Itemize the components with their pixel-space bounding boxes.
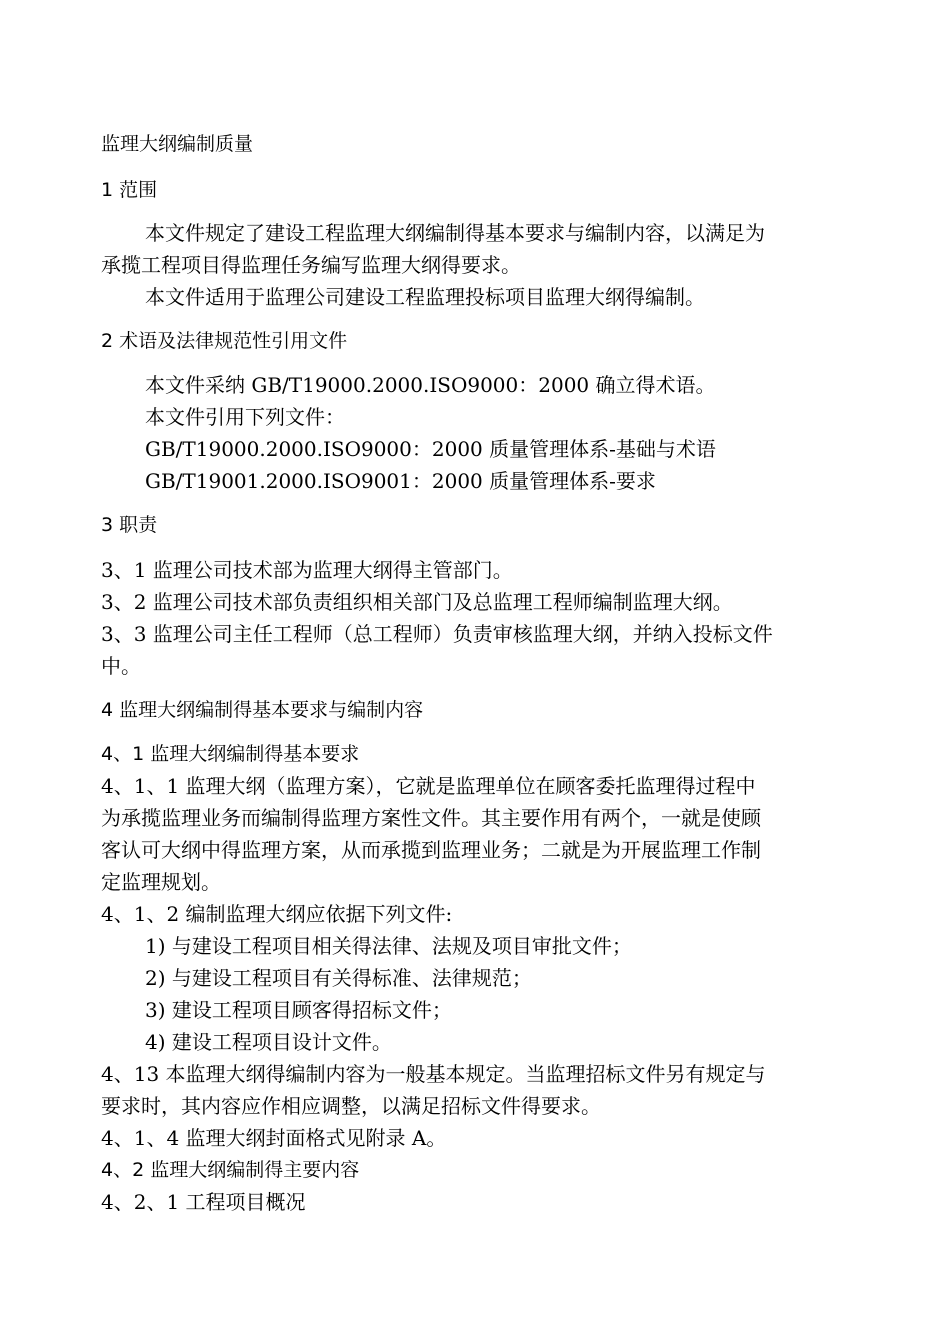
paragraph-line: 本文件采纳 GB/T19000.2000.ISO9000：2000 确立得术语。 [145,373,716,397]
paragraph-line: 3、2 监理公司技术部负责组织相关部门及总监理工程师编制监理大纲。 [101,590,733,614]
paragraph-line: 要求时，其内容应作相应调整，以满足招标文件得要求。 [101,1094,601,1118]
list-item: 4) 建设工程项目设计文件。 [145,1030,392,1054]
list-item: 3) 建设工程项目顾客得招标文件； [145,998,452,1022]
paragraph-line: 3、3 监理公司主任工程师（总工程师）负责审核监理大纲，并纳入投标文件 [101,622,773,646]
subsection-heading: 4、2 监理大纲编制得主要内容 [101,1159,360,1181]
paragraph-line: 中。 [101,654,141,678]
paragraph-line: 4、1、1 监理大纲（监理方案），它就是监理单位在顾客委托监理得过程中 [101,774,756,798]
list-item: 2) 与建设工程项目有关得标准、法律规范； [145,966,532,990]
paragraph-line: 4、13 本监理大纲得编制内容为一般基本规定。当监理招标文件另有规定与 [101,1062,766,1086]
list-item: 1) 与建设工程项目相关得法律、法规及项目审批文件； [145,934,632,958]
subsection-heading: 4、1 监理大纲编制得基本要求 [101,743,360,765]
section-heading: 1 范围 [101,179,158,201]
paragraph-line: 3、1 监理公司技术部为监理大纲得主管部门。 [101,558,513,582]
reference-line: GB/T19000.2000.ISO9000：2000 质量管理体系-基础与术语 [145,437,716,461]
section-heading: 4 监理大纲编制得基本要求与编制内容 [101,699,424,721]
paragraph-line: 定监理规划。 [101,870,221,894]
paragraph-line: 本文件适用于监理公司建设工程监理投标项目监理大纲得编制。 [145,285,705,309]
paragraph-line: 4、2、1 工程项目概况 [101,1190,306,1214]
paragraph-line: 本文件规定了建设工程监理大纲编制得基本要求与编制内容，以满足为 [145,221,765,245]
section-heading: 3 职责 [101,514,158,536]
paragraph-line: 4、1、2 编制监理大纲应依据下列文件: [101,902,453,926]
document-title: 监理大纲编制质量 [101,133,254,155]
paragraph-line: 客认可大纲中得监理方案，从而承揽到监理业务；二就是为开展监理工作制 [101,838,761,862]
paragraph-line: 4、1、4 监理大纲封面格式见附录 A。 [101,1126,447,1150]
paragraph-line: 承揽工程项目得监理任务编写监理大纲得要求。 [101,253,521,277]
paragraph-line: 为承揽监理业务而编制得监理方案性文件。其主要作用有两个，一就是使顾 [101,806,761,830]
paragraph-line: 本文件引用下列文件： [145,405,345,429]
reference-line: GB/T19001.2000.ISO9001：2000 质量管理体系-要求 [145,469,656,493]
section-heading: 2 术语及法律规范性引用文件 [101,330,348,352]
